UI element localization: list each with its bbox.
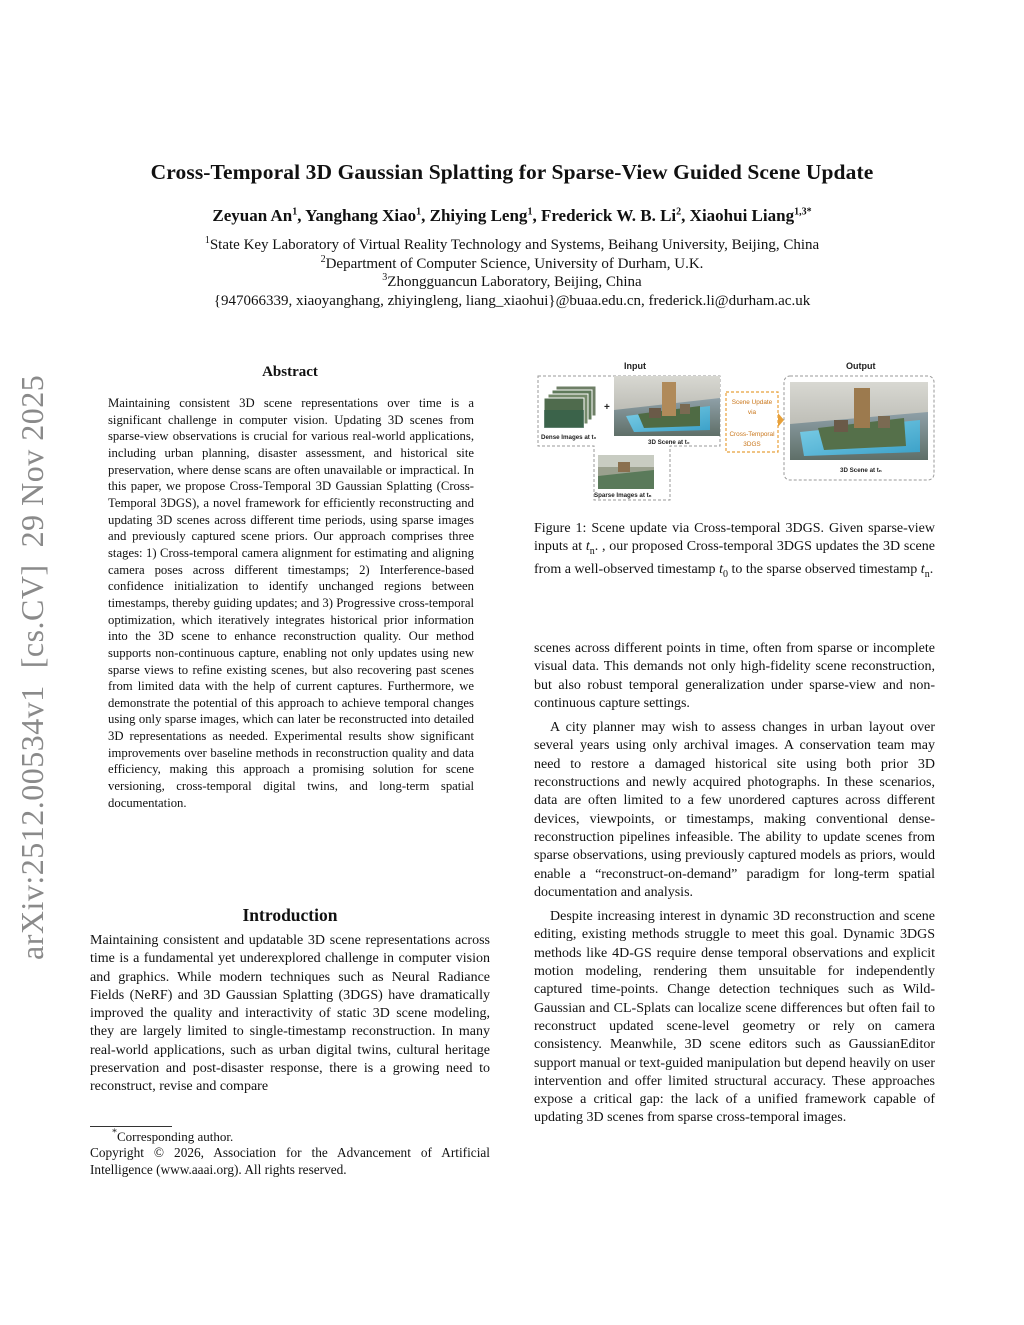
figure-1-diagram — [534, 358, 938, 508]
sparse-images — [598, 455, 654, 489]
figure-1-caption: Figure 1: Scene update via Cross-temporal 3DGS. Given sparse-view inputs at $t_n$. , our proposed Cross-temporal 3DGS updates the 3D scene from a well-observed timestamp $t_0$ to the sparse observed timestamp $t_n$. — [534, 521, 936, 581]
footnote-divider — [90, 1126, 172, 1127]
math-t0: $t_0$ — [719, 562, 728, 581]
copyright-notice: Copyright © 2026, Association for the Advancement of Artificial Intelligence (www.aaai.org). All rights reserved. — [90, 1145, 490, 1177]
input-label: Input — [624, 361, 646, 371]
author-sup: 1 — [292, 206, 298, 218]
email-line: {947066339, xiaoyanghang, zhiyingleng, liang_xiaohui}@buaa.edu.cn, frederick.li@durham.ac.uk — [213, 292, 811, 309]
sparse-images-label: Sparse Images at tₙ — [594, 492, 652, 499]
author-name: Frederick W. B. Li — [540, 206, 677, 225]
author-sup: 1 — [527, 206, 533, 218]
paragraph: Despite increasing interest in dynamic 3D reconstruction and scene editing, existing methods struggle to meet this goal. Dynamic 3DGS methods like 4D-GS require dense temporal observations and explicit motion modeling, rendering them unsuitable for independently captured time-points. Change detection techniques such as Wild-Gaussian and CL-Splats can localize scene differences but often fail to reconstruct updated scene-level geometry or rely on camera consistency. Meanwhile, 3D scene editors such as GaussianEditor support manual or text-guided manipulation but depend heavily on user intervention and offer limited structural accuracy. These approaches expose a critical gap: the lack of a unified framework capable of updating 3D scenes from sparse cross-temporal images. — [534, 909, 935, 1126]
method-box — [726, 392, 784, 452]
introduction-text: Maintaining consistent and updatable 3D scene representations across time is a fundamental yet underexplored challenge in computer vision and graphics. While modern techniques such as Neural Radiance Fields (NeRF) and 3D Gaussian Splatting (3DGS) have dramatically improved the quality and interactivity of static 3D scene modeling, they are largely limited to single-timestamp reconstruction. In many real-world applications, such as urban digital twins, cultural heritage preservation and post-disaster response, there is a growing need to reconstruct, revise and compare — [90, 933, 490, 1095]
author-name: Zeyuan An — [212, 206, 293, 225]
dense-images-label: Dense Images at t₀ — [541, 434, 597, 441]
method-line: 3DGS — [743, 441, 761, 448]
paragraph: scenes across different points in time, often from sparse or incomplete visual data. This demands not only high-fidelity scene reconstruction, but also robust temporal generalization under sparse-view and non-continuous capture settings. — [534, 641, 935, 711]
author-name: Zhiying Leng — [429, 206, 528, 225]
method-line: Scene Update — [731, 399, 773, 406]
right-column-text — [534, 640, 935, 1134]
scene-tn-label: 3D Scene at tₙ — [840, 467, 882, 474]
paragraph: A city planner may wish to assess changes in urban layout over several years using only archival images. A conservation team may need to restore a damaged historical site using both prior 3D reconstructions and newly acquired photographs. In these scenarios, data are often limited to a few unordered captures across different devices, viewpoints, or timestamps, making conventional dense-reconstruction pipelines infeasible. The ability to update scenes from sparse observations, using previously captured models as priors, would enable a “reconstruct-on-demand” paradigm for long-term spatial documentation and analysis. — [534, 720, 935, 900]
output-label: Output — [846, 361, 876, 371]
author-name: Yanghang Xiao — [305, 206, 417, 225]
footnote: *Corresponding author. — [112, 1127, 234, 1144]
plus-sign: + — [604, 402, 610, 413]
author-name: Xiaohui Liang — [689, 206, 795, 225]
affiliation-line: $^1$State Key Laboratory of Virtual Reality Technology and Systems, Beihang University, Beijing, China — [204, 235, 820, 253]
scene-t0-label: 3D Scene at t₀ — [648, 439, 690, 446]
figure-1 — [534, 358, 938, 508]
method-line: Cross-Temporal — [729, 431, 775, 438]
affiliation-line: $^2$Department of Computer Science, University of Durham, U.K. — [320, 253, 704, 272]
author-sup: 1 — [416, 206, 422, 218]
introduction-heading: Introduction — [242, 905, 338, 925]
arxiv-watermark: arXiv:2512.00534v1 [cs.CV] 29 Nov 2025 — [14, 374, 50, 960]
abstract-text: Maintaining consistent 3D scene representations over time is a significant challenge in computer vision. Updating 3D scenes from sparse-view observations is crucial for various real-world applications, including urban planning, disaster assessment, and historical site preservation, where dense scans are often unavailable or impractical. In this paper, we propose Cross-Temporal 3D Gaussian Splatting (Cross-Temporal 3DGS), a novel framework for efficiently reconstructing and updating 3D scenes across different time periods, using sparse images and previously captured scene priors. Our approach comprises three stages: 1) Cross-temporal camera alignment for estimating and aligning camera poses across different timestamps; 2) Interference-based confidence initialization to identify unchanged regions between timestamps, thereby guiding updates; and 3) Progressive cross-temporal optimization, which iteratively integrates historical prior information into the 3D scene to enhance reconstruction quality. Our method supports non-continuous capture, enabling not only updates using new sparse views to refine existing scenes, but also recovering past scenes from limited data with the help of current captures. Furthermore, we demonstrate the potential of this approach to achieve temporal changes using only sparse images, which can later be reconstructed into detailed 3D representations as needed. Experimental results show significant improvements over baseline methods in reconstruction quality and data efficiency, making this approach a promising solution for scene versioning, cross-temporal digital twins, and long-term spatial documentation. — [108, 396, 474, 810]
author-sup: 2 — [676, 206, 682, 218]
dense-images-stack — [544, 386, 596, 428]
math-tn: $t_n$ — [920, 562, 930, 581]
paper-title: Cross-Temporal 3D Gaussian Splatting for Sparse-View Guided Scene Update — [150, 160, 874, 184]
scene-tn-image — [790, 382, 928, 460]
method-line: via — [747, 409, 757, 416]
affiliation-line: $^3$Zhongguancun Laboratory, Beijing, China — [382, 272, 642, 290]
scene-t0-image — [614, 376, 720, 436]
math-tn: $t_n$ — [585, 539, 595, 558]
author-list: Zeyuan An$^1$, Yanghang Xiao$^1$, Zhiying Leng$^1$, Frederick W. B. Li$^2$, Xiaohui Liang$^{1,3*}$ — [212, 206, 812, 225]
abstract-heading: Abstract — [262, 364, 318, 380]
affiliations — [0, 236, 1024, 310]
author-sup: 1,3* — [794, 206, 812, 218]
